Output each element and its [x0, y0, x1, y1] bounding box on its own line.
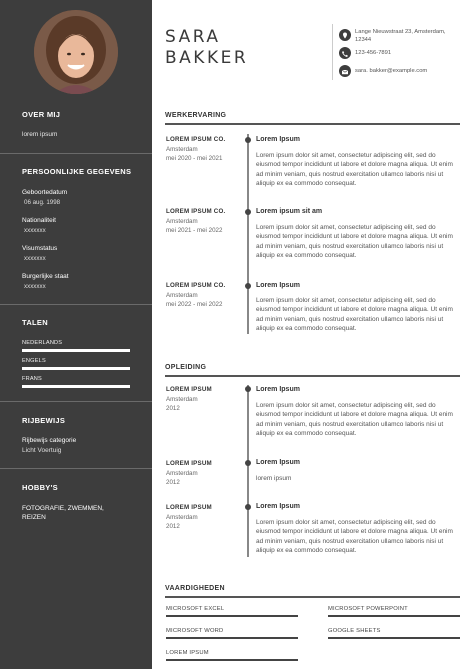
divider [0, 468, 152, 469]
experience-city: Amsterdam [166, 292, 198, 299]
education-description: lorem ipsum [256, 475, 292, 482]
education-org: LOREM IPSUM [166, 504, 212, 511]
experience-period: mei 2021 - mei 2022 [166, 227, 223, 234]
timeline-dot [245, 504, 251, 510]
skill-label: MICROSOFT EXCEL [166, 606, 225, 612]
license-label: Rijbewijs categorie [22, 437, 77, 444]
section-rule [165, 596, 460, 598]
license-value: Licht Voertuig [22, 447, 62, 454]
experience-description: Lorem ipsum dolor sit amet, consectetur adipiscing elit, sed do eiusmod tempor incididunt ut labore et dolore magna aliqua. Ut enim ad minim veniam, quis nostrud exercitation ullamco laboris nisi ut aliquip ex ea commodo consequat. [256, 152, 453, 188]
skill-label: GOOGLE SHEETS [328, 628, 381, 634]
license-title: RIJBEWIJS [22, 416, 66, 425]
timeline-dot [245, 209, 251, 215]
experience-city: Amsterdam [166, 218, 198, 225]
about-title: OVER MIJ [22, 110, 61, 119]
visa-label: Visumstatus [22, 245, 58, 252]
last-name: BAKKER [165, 48, 249, 68]
language-level-bar [22, 367, 130, 370]
section-rule [165, 123, 460, 125]
profile-photo [34, 10, 118, 94]
skill-label: MICROSOFT WORD [166, 628, 224, 634]
education-title: OPLEIDING [165, 364, 207, 371]
education-heading: Lorem Ipsum [256, 386, 300, 393]
marital-value: xxxxxxx [24, 283, 46, 290]
address-text: Lange Nieuwstraat 23, Amsterdam, 12344 [355, 29, 446, 43]
divider [0, 304, 152, 305]
location-icon [339, 29, 351, 41]
timeline-dot [245, 283, 251, 289]
language-label: ENGELS [22, 358, 46, 364]
education-city: Amsterdam [166, 396, 198, 403]
language-level-bar [22, 385, 130, 388]
skill-level-bar [328, 615, 460, 617]
nationality-value: xxxxxxx [24, 227, 46, 234]
experience-heading: Lorem Ipsum [256, 282, 300, 289]
education-heading: Lorem Ipsum [256, 459, 300, 466]
divider [0, 401, 152, 402]
section-rule [165, 375, 460, 377]
nationality-label: Nationaliteit [22, 217, 56, 224]
birthdate-label: Geboortedatum [22, 189, 68, 196]
timeline-line [247, 134, 249, 334]
experience-period: mei 2022 - mei 2022 [166, 301, 223, 308]
language-level-bar [22, 349, 130, 352]
education-period: 2012 [166, 523, 180, 530]
timeline-dot [245, 386, 251, 392]
experience-city: Amsterdam [166, 146, 198, 153]
email-text: sara. bakker@example.com [355, 68, 428, 74]
hobby-text: REIZEN [22, 514, 46, 521]
hobby-title: HOBBY'S [22, 483, 58, 492]
about-text: lorem ipsum [22, 131, 58, 138]
timeline-dot [245, 137, 251, 143]
education-description: Lorem ipsum dolor sit amet, consectetur adipiscing elit, sed do eiusmod tempor incididunt ut labore et dolore magna aliqua. Ut enim ad minim veniam, quis nostrud exercitation ullamco laboris nisi ut aliquip ex ea commodo consequat. [256, 402, 453, 438]
personal-title: PERSOONLIJKE GEGEVENS [22, 167, 132, 176]
experience-title: WERKERVARING [165, 112, 227, 119]
education-period: 2012 [166, 479, 180, 486]
skills-title: VAARDIGHEDEN [165, 585, 225, 592]
skill-level-bar [166, 659, 298, 661]
language-label: FRANS [22, 376, 42, 382]
experience-org: LOREM IPSUM CO. [166, 208, 226, 215]
experience-org: LOREM IPSUM CO. [166, 282, 226, 289]
education-city: Amsterdam [166, 514, 198, 521]
experience-heading: Lorem Ipsum [256, 136, 300, 143]
contact-box [332, 24, 460, 80]
birthdate-value: 06 aug. 1998 [24, 199, 61, 206]
timeline-line [247, 385, 249, 557]
email-icon [339, 65, 351, 77]
skill-level-bar [166, 615, 298, 617]
languages-title: TALEN [22, 318, 48, 327]
skill-label: MICROSOFT POWERPOINT [328, 606, 408, 612]
phone-text: 123-456-7891 [355, 50, 392, 56]
experience-description: Lorem ipsum dolor sit amet, consectetur adipiscing elit, sed do eiusmod tempor incididunt ut labore et dolore magna aliqua. Ut enim ad minim veniam, quis nostrud exercitation ullamco laboris nisi ut aliquip ex ea commodo consequat. [256, 297, 453, 333]
education-org: LOREM IPSUM [166, 386, 212, 393]
first-name: SARA [165, 27, 221, 47]
sidebar [0, 0, 152, 669]
education-city: Amsterdam [166, 470, 198, 477]
timeline-dot [245, 460, 251, 466]
experience-period: mei 2020 - mei 2021 [166, 155, 223, 162]
hobby-text: FOTOGRAFIE, ZWEMMEN, [22, 505, 104, 512]
visa-value: xxxxxxx [24, 255, 46, 262]
experience-heading: Lorem ipsum sit am [256, 208, 323, 215]
skill-level-bar [328, 637, 460, 639]
experience-org: LOREM IPSUM CO. [166, 136, 226, 143]
language-label: NEDERLANDS [22, 340, 63, 346]
education-description: Lorem ipsum dolor sit amet, consectetur adipiscing elit, sed do eiusmod tempor incididunt ut labore et dolore magna aliqua. Ut enim ad minim veniam, quis nostrud exercitation ullamco laboris nisi ut aliquip ex ea commodo consequat. [256, 519, 453, 555]
marital-label: Burgerlijke staat [22, 273, 69, 280]
education-heading: Lorem Ipsum [256, 503, 300, 510]
candidate-name [165, 27, 248, 69]
skill-label: LOREM IPSUM [166, 650, 209, 656]
divider [0, 153, 152, 154]
skill-level-bar [166, 637, 298, 639]
phone-icon [339, 47, 351, 59]
education-period: 2012 [166, 405, 180, 412]
education-org: LOREM IPSUM [166, 460, 212, 467]
experience-description: Lorem ipsum dolor sit amet, consectetur adipiscing elit, sed do eiusmod tempor incididunt ut labore et dolore magna aliqua. Ut enim ad minim veniam, quis nostrud exercitation ullamco laboris nisi ut aliquip ex ea commodo consequat. [256, 224, 453, 260]
